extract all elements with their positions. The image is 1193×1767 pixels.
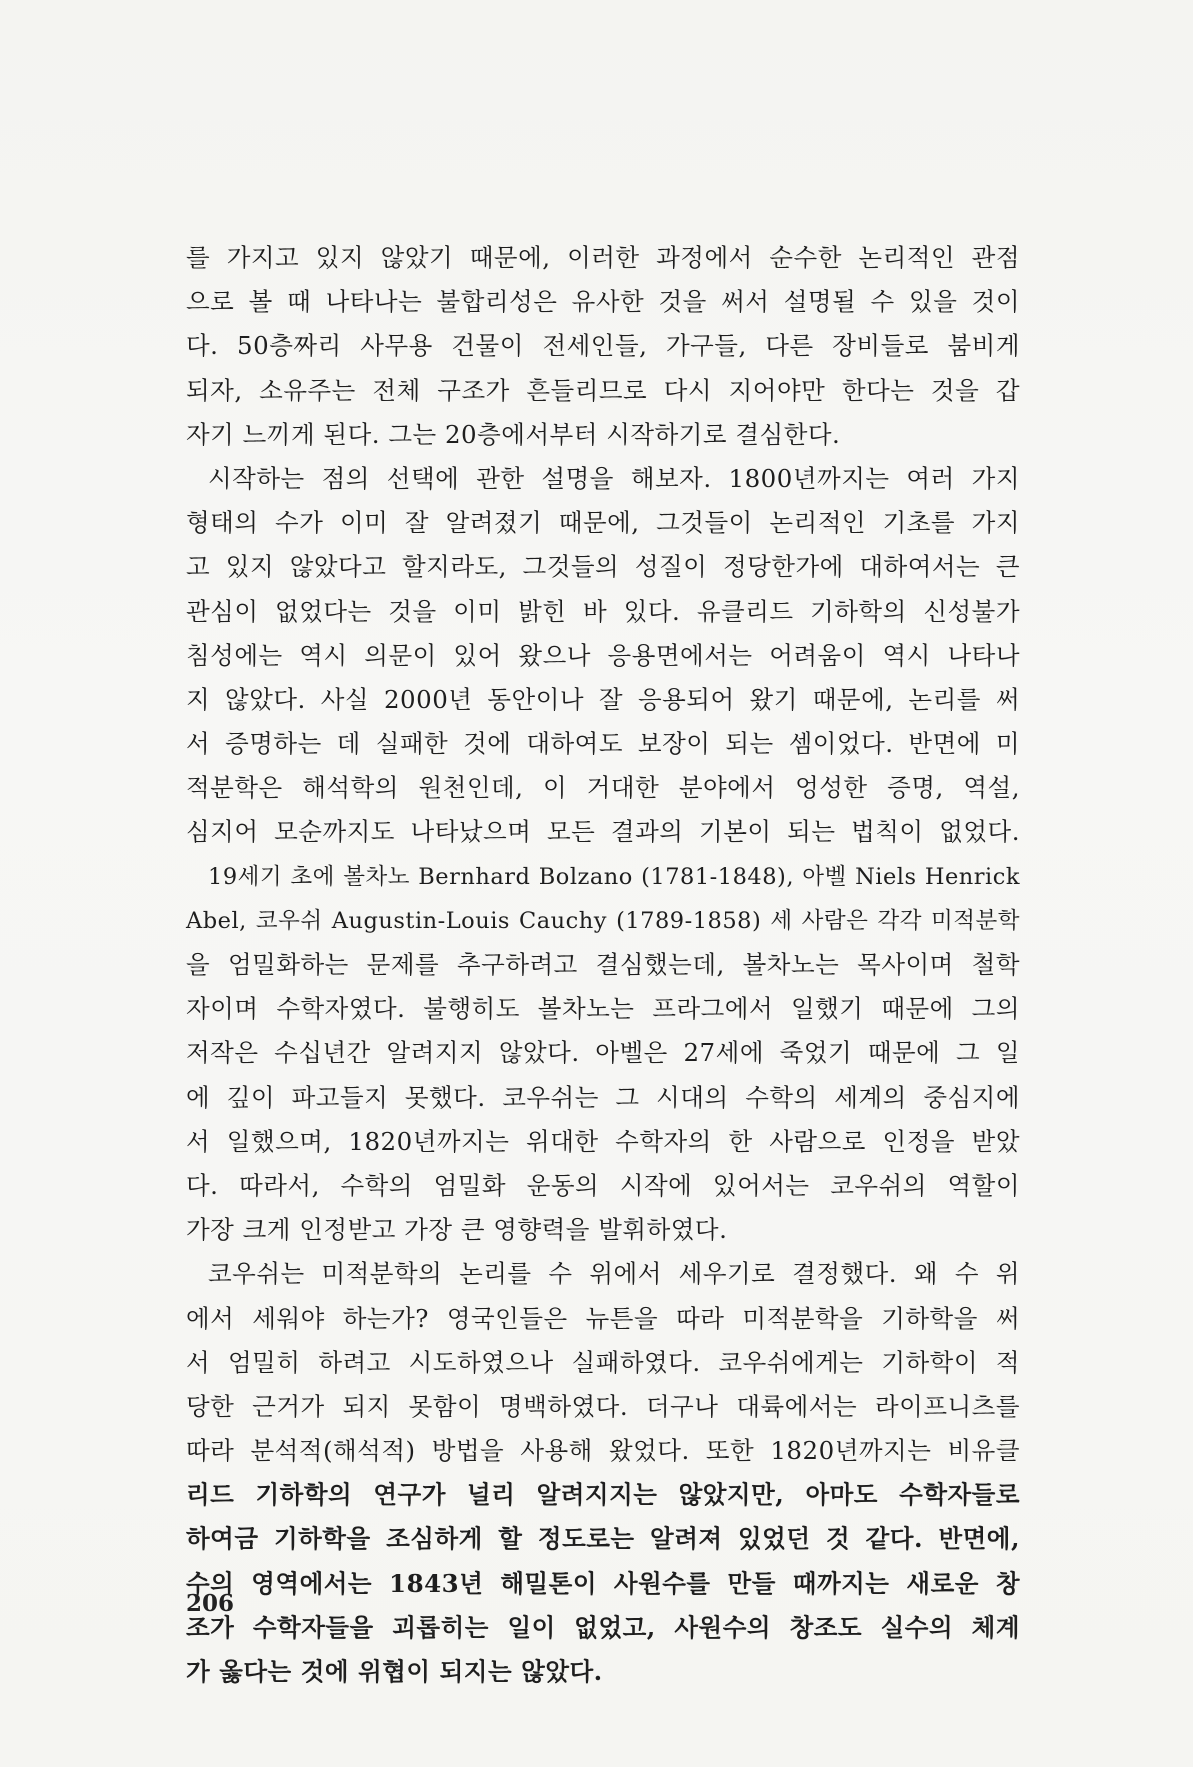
text-line: 고 있지 않았다고 할지라도, 그것들의 성질이 정당한가에 대하여서는 큰 (186, 552, 1020, 582)
text-line: 자이며 수학자였다. 불행히도 볼차노는 프라그에서 일했기 때문에 그의 (186, 994, 1020, 1024)
text-line: 조가 수학자들을 괴롭히는 일이 없었고, 사원수의 창조도 실수의 체계 (186, 1612, 1020, 1642)
text-line: 을 엄밀화하는 문제를 추구하려고 결심했는데, 볼차노는 목사이며 철학 (186, 950, 1020, 979)
text-line: 지 않았다. 사실 2000년 동안이나 잘 응용되어 왔기 때문에, 논리를 써 (186, 684, 1020, 714)
text-line: 서 엄밀히 하려고 시도하였으나 실패하였다. 코우쉬에게는 기하학이 적 (186, 1347, 1020, 1377)
text-line: 저작은 수십년간 알려지지 않았다. 아벨은 27세에 죽었기 때문에 그 일 (186, 1038, 1020, 1068)
text-line: 적분학은 해석학의 원천인데, 이 거대한 분야에서 엉성한 증명, 역설, (186, 773, 1020, 803)
text-line: 형태의 수가 이미 잘 알려졌기 때문에, 그것들이 논리적인 기초를 가지 (186, 508, 1020, 538)
text-line: 당한 근거가 되지 못함이 명백하였다. 더구나 대륙에서는 라이프니츠를 (186, 1391, 1020, 1421)
text-line: 따라 분석적(해석적) 방법을 사용해 왔었다. 또한 1820년까지는 비유클 (186, 1436, 1020, 1466)
text-line: 심지어 모순까지도 나타났으며 모든 결과의 기본이 되는 법칙이 없었다. (186, 817, 1020, 847)
text-line: 에서 세워야 하는가? 영국인들은 뉴튼을 따라 미적분학을 기하학을 써 (186, 1303, 1020, 1333)
text-line: 서 일했으며, 1820년까지는 위대한 수학자의 한 사람으로 인정을 받았 (186, 1126, 1020, 1156)
text-line: 다. 따라서, 수학의 엄밀화 운동의 시작에 있어서는 코우쉬의 역할이 (186, 1170, 1020, 1200)
text-line: 수의 영역에서는 1843년 해밀톤이 사원수를 만들 때까지는 새로운 창 (186, 1568, 1020, 1598)
text-line: 하여금 기하학을 조심하게 할 정도로는 알려져 있었던 것 같다. 반면에, (186, 1524, 1020, 1554)
text-line: 되자, 소유주는 전체 구조가 흔들리므로 다시 지어야만 한다는 것을 갑 (186, 375, 1020, 405)
text-line: 관심이 없었다는 것을 이미 밝힌 바 있다. 유클리드 기하학의 신성불가 (186, 596, 1020, 626)
text-line: 다. 50층짜리 사무용 건물이 전세인들, 가구들, 다른 장비들로 붐비게 (186, 331, 1020, 361)
text-line: 가장 크게 인정받고 가장 큰 영향력을 발휘하였다. (186, 1215, 728, 1245)
text-line: Abel, 코우쉬 Augustin-Louis Cauchy (1789-1858) 세 사람은 각각 미적분학 (186, 907, 1020, 934)
text-line: 를 가지고 있지 않았기 때문에, 이러한 과정에서 순수한 논리적인 관점 (186, 243, 1020, 272)
text-line: 침성에는 역시 의문이 있어 왔으나 응용면에서는 어려움이 역시 나타나 (186, 640, 1020, 670)
text-line: 19세기 초에 볼차노 Bernhard Bolzano (1781-1848), 아벨 Niels Henrick (208, 863, 1020, 890)
text-line: 시작하는 점의 선택에 관한 설명을 해보자. 1800년까지는 여러 가지 (208, 463, 1020, 493)
page-number: 206 (186, 1590, 235, 1617)
text-line: 코우쉬는 미적분학의 논리를 수 위에서 세우기로 결정했다. 왜 수 위 (208, 1259, 1020, 1289)
body-text (186, 236, 1020, 1694)
text-line: 자기 느끼게 된다. 그는 20층에서부터 시작하기로 결심한다. (186, 419, 841, 449)
text-line: 가 옳다는 것에 위협이 되지는 않았다. (186, 1657, 603, 1686)
text-line: 에 깊이 파고들지 못했다. 코우쉬는 그 시대의 수학의 세계의 중심지에 (186, 1082, 1020, 1112)
text-line: 으로 볼 때 나타나는 불합리성은 유사한 것을 써서 설명될 수 있을 것이 (186, 287, 1020, 317)
text-line: 리드 기하학의 연구가 널리 알려지지는 않았지만, 아마도 수학자들로 (186, 1480, 1020, 1510)
text-line: 서 증명하는 데 실패한 것에 대하여도 보장이 되는 셈이었다. 반면에 미 (186, 729, 1020, 759)
